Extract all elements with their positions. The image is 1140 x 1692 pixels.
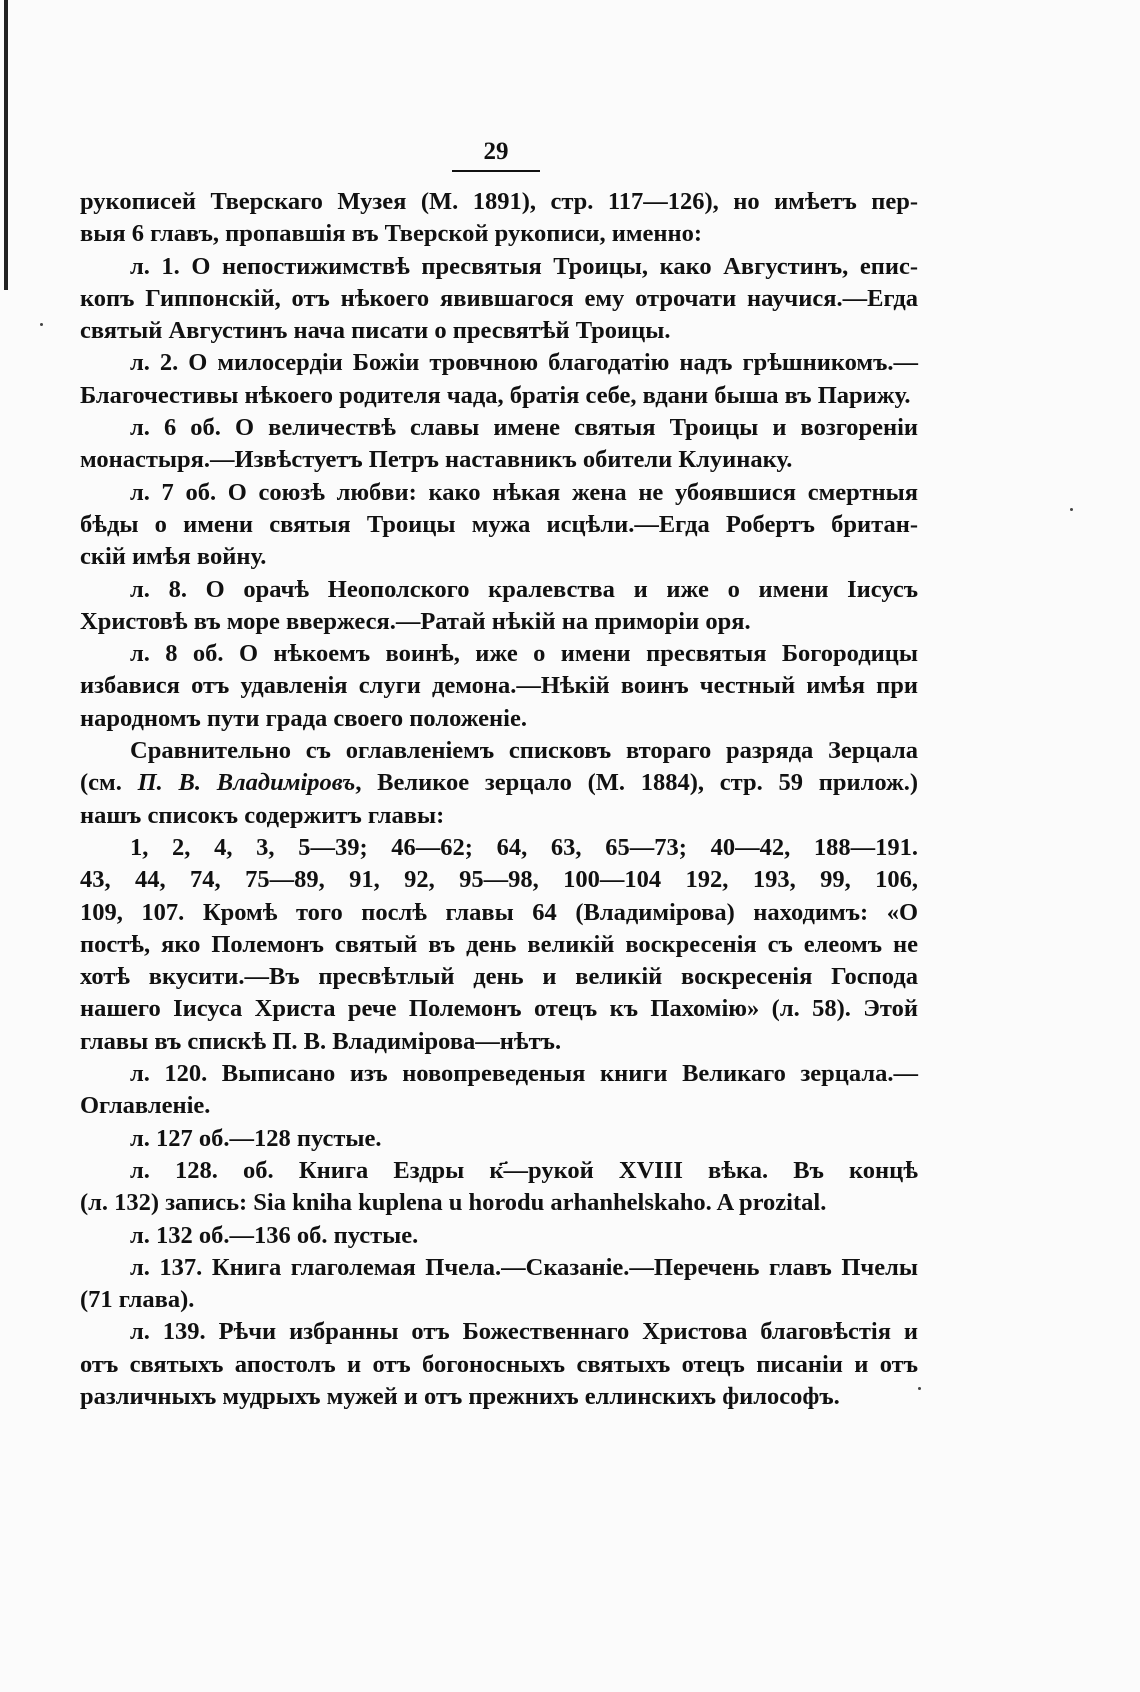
text-line: святый Августинъ нача писати о пресвятѣй Троицы. [80, 317, 671, 345]
text-line-citation [80, 767, 918, 799]
text-line: 43, 44, 74, 75—89, 91, 92, 95—98, 100—104 192, 193, 99, 106, [80, 866, 918, 894]
text-line: выя 6 главъ, пропавшія въ Тверской рукописи, именно: [80, 220, 703, 248]
citation-before: (см. [80, 769, 122, 797]
text-line: л. 127 об.—128 пустые. [130, 1124, 382, 1152]
text-line: Сравнительно съ оглавленіемъ списковъ втораго разряда Зерцала [130, 737, 918, 765]
text-line: нашего Іисуса Христа рече Полемонъ отецъ къ Пахомію» (л. 58). Этой [80, 995, 918, 1023]
text-line: л. 128. об. Книга Ездры к҃—рукой XVIII вѣка. Въ концѣ [130, 1156, 918, 1184]
scan-speck [40, 323, 43, 326]
text-line: Оглавленіе. [80, 1092, 211, 1120]
text-line: копъ Гиппонскій, отъ нѣкоего явившагося ему отрочати научися.—Егда [80, 284, 918, 312]
text-line: хотѣ вкусити.—Въ пресвѣтлый день и великій воскресенія Господа [80, 963, 918, 991]
citation-author: П. В. Владиміровъ [137, 769, 356, 797]
text-line: л. 2. О милосердіи Божіи тровчною благодатію надъ грѣшникомъ.— [130, 349, 918, 377]
text-line: главы въ спискѣ П. В. Владимірова—нѣтъ. [80, 1027, 562, 1055]
body-text-part-2 [80, 800, 918, 1414]
text-line: рукописей Тверскаго Музея (М. 1891), стр. 117—126), но имѣетъ пер- [80, 188, 918, 215]
text-line: л. 139. Рѣчи избранны отъ Божественнаго Христова благовѣстія и [130, 1318, 918, 1346]
text-line: Христовѣ въ море ввержеся.—Ратай нѣкій на приморіи оря. [80, 607, 751, 635]
text-line: л. 1. О непостижимствѣ пресвятыя Троицы, како Августинъ, епис- [130, 252, 918, 280]
text-line: различныхъ мудрыхъ мужей и отъ прежнихъ еллинскихъ философъ. [80, 1382, 840, 1410]
text-line: л. 8. О орачѣ Неополского кралевства и иже о имени Іисусъ [130, 575, 918, 603]
text-line: л. 7 об. О союзѣ любви: како нѣкая жена не убоявшися смертныя [130, 478, 918, 506]
text-line: скій имѣя войну. [80, 543, 267, 571]
text-line: нашъ списокъ содержитъ главы: [80, 801, 445, 829]
text-line: л. 6 об. О величествѣ славы имене святыя Троицы и возгореніи [130, 414, 918, 442]
page-number: 29 [483, 138, 509, 165]
text-line: бѣды о имени святыя Троицы мужа исцѣли.—Егда Робертъ британ- [80, 510, 918, 538]
scan-speck [918, 1387, 921, 1390]
page-number-rule [452, 170, 540, 172]
text-line: (71 глава). [80, 1286, 195, 1314]
text-line: (л. 132) запись: Sia kniha kuplena u horodu arhanhelskaho. A prozital. [80, 1189, 827, 1217]
text-line: отъ святыхъ апостолъ и отъ богоносныхъ святыхъ отецъ писаніи и отъ [80, 1350, 918, 1378]
body-text-part-1 [80, 186, 918, 767]
text-line: Благочестивы нѣкоего родителя чада, братія себе, вдани быша въ Парижу. [80, 381, 911, 409]
scan-speck [1070, 508, 1073, 511]
text-line: л. 120. Выписано изъ новопреведеныя книги Великаго зерцала.— [130, 1060, 918, 1088]
text-line: избавися отъ удавленія слуги демона.—Нѣкій воинъ честный имѣя при [80, 672, 918, 700]
text-line: л. 8 об. О нѣкоемъ воинѣ, иже о имени пресвятыя Богородицы [130, 640, 918, 668]
text-line: постѣ, яко Полемонъ святый въ день великій воскресенія съ елеомъ не [80, 930, 918, 958]
text-line: народномъ пути града своего положеніе. [80, 704, 527, 732]
text-line: 109, 107. Кромѣ того послѣ главы 64 (Владимірова) находимъ: «О [80, 898, 918, 926]
citation-after: , Великое зерцало (М. 1884), стр. 59 прилож.) [355, 769, 919, 797]
text-line: л. 132 об.—136 об. пустые. [130, 1221, 419, 1249]
page-spine-edge [4, 0, 8, 290]
text-line: л. 137. Книга глаголемая Пчела.—Сказаніе.—Перечень главъ Пчелы [130, 1253, 918, 1281]
text-line: 1, 2, 4, 3, 5—39; 46—62; 64, 63, 65—73; 40—42, 188—191. [130, 833, 918, 861]
body-text [80, 186, 918, 1413]
text-line: монастыря.—Извѣстуетъ Петръ наставникъ обители Клуинаку. [80, 446, 793, 474]
